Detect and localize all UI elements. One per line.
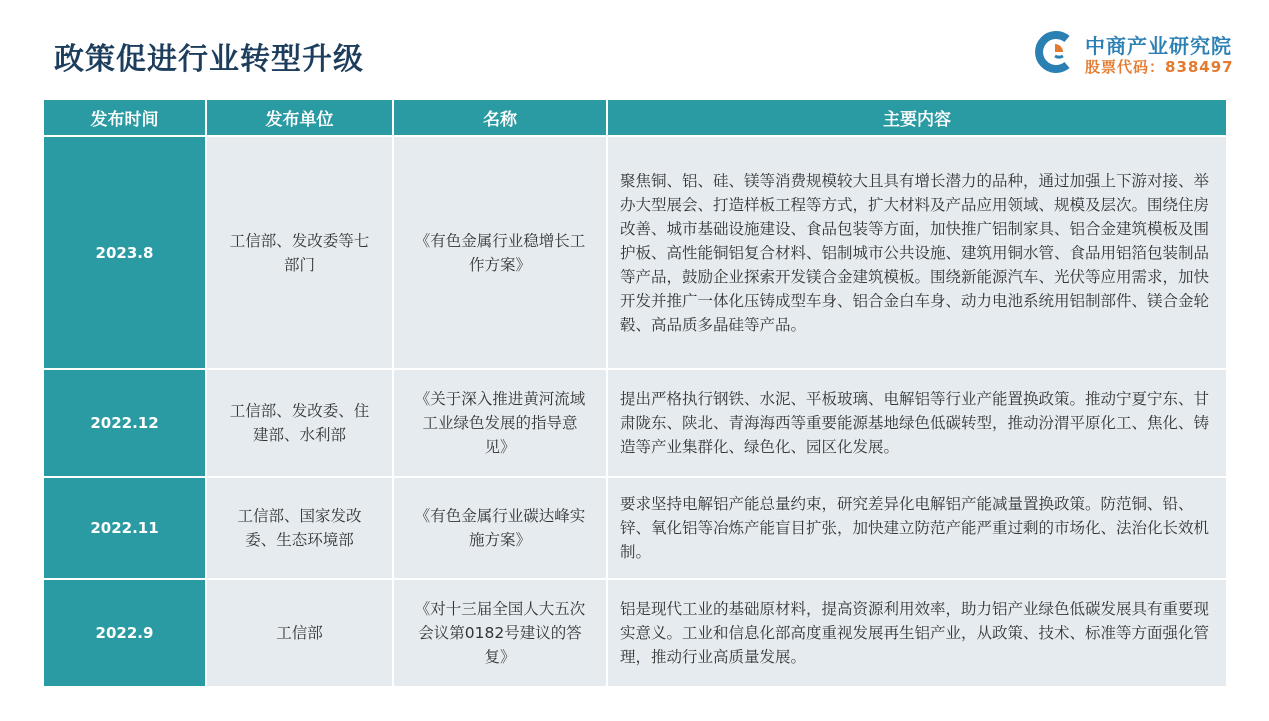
row-date: 2022.9	[43, 579, 206, 687]
stock-code: 股票代码：838497	[1085, 58, 1234, 76]
row-name: 《有色金属行业碳达峰实施方案》	[393, 477, 607, 579]
header-name: 名称	[393, 100, 607, 136]
page-title: 政策促进行业转型升级	[54, 42, 364, 77]
table-row	[43, 477, 1227, 579]
row-content: 要求坚持电解铝产能总量约束，研究差异化电解铝产能减量置换政策。防范铜、铅、锌、氧化铝等冶炼产能盲目扩张，加快建立防范产能严重过剩的市场化、法治化长效机制。	[607, 477, 1227, 579]
row-unit: 工信部	[206, 579, 393, 687]
row-unit: 工信部、发改委、住建部、水利部	[206, 369, 393, 477]
row-name: 《关于深入推进黄河流域工业绿色发展的指导意见》	[393, 369, 607, 477]
table-row	[43, 136, 1227, 369]
company-logo	[1033, 28, 1257, 78]
row-content: 聚焦铜、铝、硅、镁等消费规模较大且具有增长潜力的品种，通过加强上下游对接、举办大型展会、打造样板工程等方式，扩大材料及产品应用领域、规模及层次。围绕住房改善、城市基础设施建设、食品包装等方面，加快推广铝制家具、铝合金建筑模板及围护板、高性能铜铝复合材料、铝制城市公共设施、建筑用铜水管、食品用铝箔包装制品等产品，鼓励企业探索开发镁合金建筑模板。围绕新能源汽车、光伏等应用需求，加快开发并推广一体化压铸成型车身、铝合金白车身、动力电池系统用铝制部件、镁合金轮毂、高品质多晶硅等产品。	[607, 136, 1227, 369]
askci-logo-icon	[1033, 30, 1077, 74]
table-row	[43, 579, 1227, 687]
row-date: 2022.12	[43, 369, 206, 477]
header-content: 主要内容	[607, 100, 1227, 136]
header-date: 发布时间	[43, 100, 206, 136]
row-unit: 工信部、发改委等七部门	[206, 136, 393, 369]
logo-name: 中商产业研究院	[1085, 34, 1232, 58]
row-content: 铝是现代工业的基础原材料，提高资源利用效率，助力铝产业绿色低碳发展具有重要现实意义。工业和信息化部高度重视发展再生铝产业，从政策、技术、标准等方面强化管理，推动行业高质量发展。	[607, 579, 1227, 687]
row-date: 2022.11	[43, 477, 206, 579]
row-unit: 工信部、国家发改委、生态环境部	[206, 477, 393, 579]
policy-table	[42, 100, 1226, 688]
table-header-row	[43, 100, 1227, 136]
row-content: 提出严格执行钢铁、水泥、平板玻璃、电解铝等行业产能置换政策。推动宁夏宁东、甘肃陇东、陕北、青海海西等重要能源基地绿色低碳转型，推动汾渭平原化工、焦化、铸造等产业集群化、绿色化、园区化发展。	[607, 369, 1227, 477]
header-unit: 发布单位	[206, 100, 393, 136]
table-row	[43, 369, 1227, 477]
row-name: 《有色金属行业稳增长工作方案》	[393, 136, 607, 369]
row-name: 《对十三届全国人大五次会议第0182号建议的答复》	[393, 579, 607, 687]
row-date: 2023.8	[43, 136, 206, 369]
